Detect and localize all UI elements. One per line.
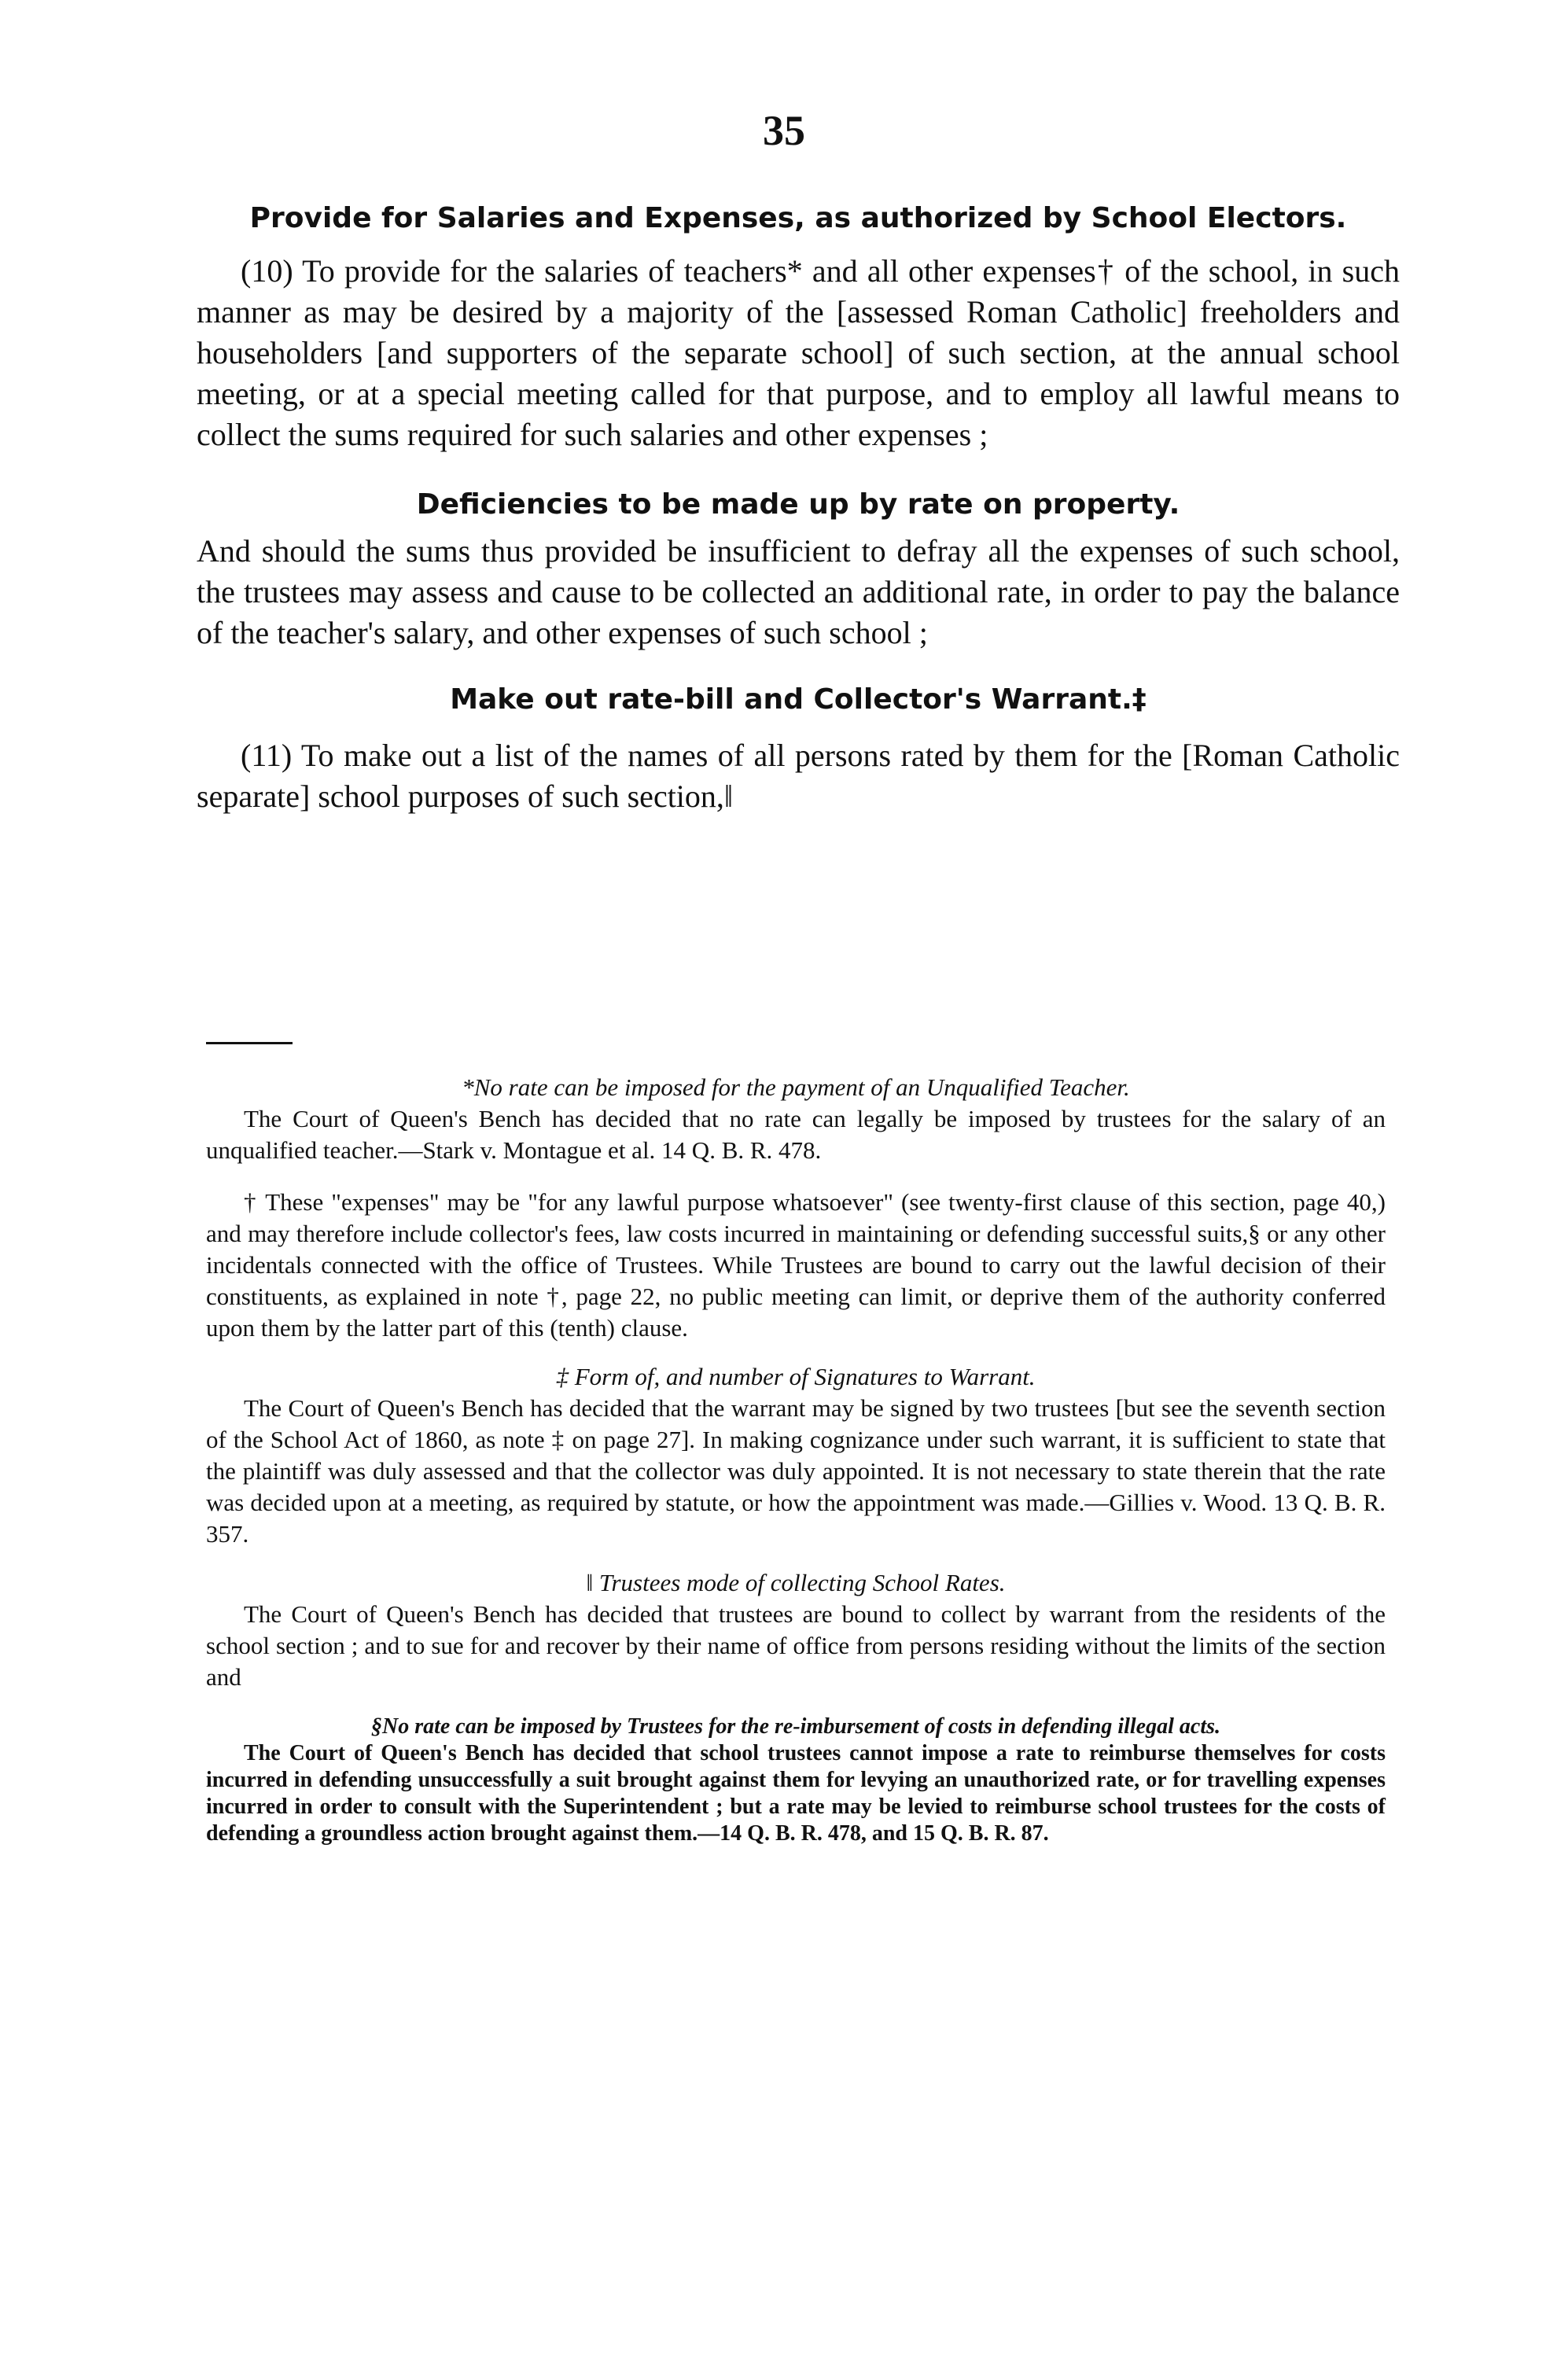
footnote-3-text: The Court of Queen's Bench has decided that the warrant may be signed by two trustees [but see the seventh section of the School Act of 1860, as note ‡ on page 27]. In making cognizance under such warrant, it is sufficient to state that the plaintiff was duly assessed and that the collector was duly appointed. It is not necessary to state therein that the rate was decided upon at a meeting, as required by statute, or how the appointment was made.—Gillies v. Wood. 13 Q. B. R. 357. — [206, 1394, 1386, 1548]
page-number: 35 — [763, 107, 805, 154]
footnote-divider — [206, 1042, 293, 1044]
footnote-3-heading: ‡ Form of, and number of Signatures to Warrant. — [556, 1363, 1036, 1390]
footnote-2-text: † These "expenses" may be "for any lawful purpose whatsoever" (see twenty-first clause of this section, page 40,) and may therefore include collector's fees, law costs incurred in maintaining or defending successful suits,§ or any other incidentals connected with the office of Trustees. While Trustees are bound to carry out the lawful decision of their constituents, as explained in note †, page 22, no public meeting can limit, or deprive them of the authority conferred upon them by the latter part of this (tenth) clause. — [206, 1188, 1386, 1342]
section-heading-deficiencies: Deficiencies to be made up by rate on property. — [416, 488, 1180, 521]
footnote-4-heading: ‖ Trustees mode of collecting School Rates. — [586, 1569, 1006, 1596]
footnotes — [206, 1058, 1386, 1847]
section-heading-rate-bill: Make out rate-bill and Collector's Warrant.‡ — [450, 683, 1147, 716]
footnote-5 — [206, 1714, 1386, 1847]
footnote-4-text: The Court of Queen's Bench has decided that trustees are bound to collect by warrant from the residents of the school section ; and to sue for and recover by their name of office from persons residing without the limits of the section and — [206, 1600, 1386, 1691]
main-text — [197, 201, 1400, 817]
footnote-5-heading: §No rate can be imposed by Trustees for the re-imbursement of costs in defending illegal acts. — [370, 1714, 1220, 1739]
footnote-1-text: The Court of Queen's Bench has decided that no rate can legally be imposed by trustees for the salary of an unqualified teacher.—Stark v. Montague et al. 14 Q. B. R. 478. — [206, 1105, 1386, 1164]
section-heading-salaries: Provide for Salaries and Expenses, as authorized by School Electors. — [249, 202, 1347, 234]
footnote-5-text: The Court of Queen's Bench has decided that school trustees cannot impose a rate to reimburse themselves for costs incurred in defending unsuccessfully a suit brought against them for levying an unauthorized rate, or for travelling expenses incurred in order to consult with the Superintendent ; but a rate may be levied to reimburse school trustees for the costs of defending a groundless action brought against them.—14 Q. B. R. 478, and 15 Q. B. R. 87. — [206, 1741, 1386, 1846]
deficiencies-paragraph: And should the sums thus provided be insufficient to defray all the expenses of such school, the trustees may assess and cause to be collected an additional rate, in order to pay the balance of the teacher's salary, and other expenses of such school ; — [197, 533, 1400, 650]
footnote-1-heading: *No rate can be imposed for the payment of an Unqualified Teacher. — [462, 1073, 1130, 1101]
clause-11-paragraph: (11) To make out a list of the names of all persons rated by them for the [Roman Catholic separate] school purposes of such section,‖ — [197, 738, 1400, 814]
clause-10-paragraph: (10) To provide for the salaries of teachers* and all other expenses† of the school, in such manner as may be desired by a majority of the [assessed Roman Catholic] freeholders and householders [and supporters of the separate school] of such section, at the annual school meeting, or at a special meeting called for that purpose, and to employ all lawful means to collect the sums required for such salaries and other expenses ; — [197, 253, 1400, 452]
